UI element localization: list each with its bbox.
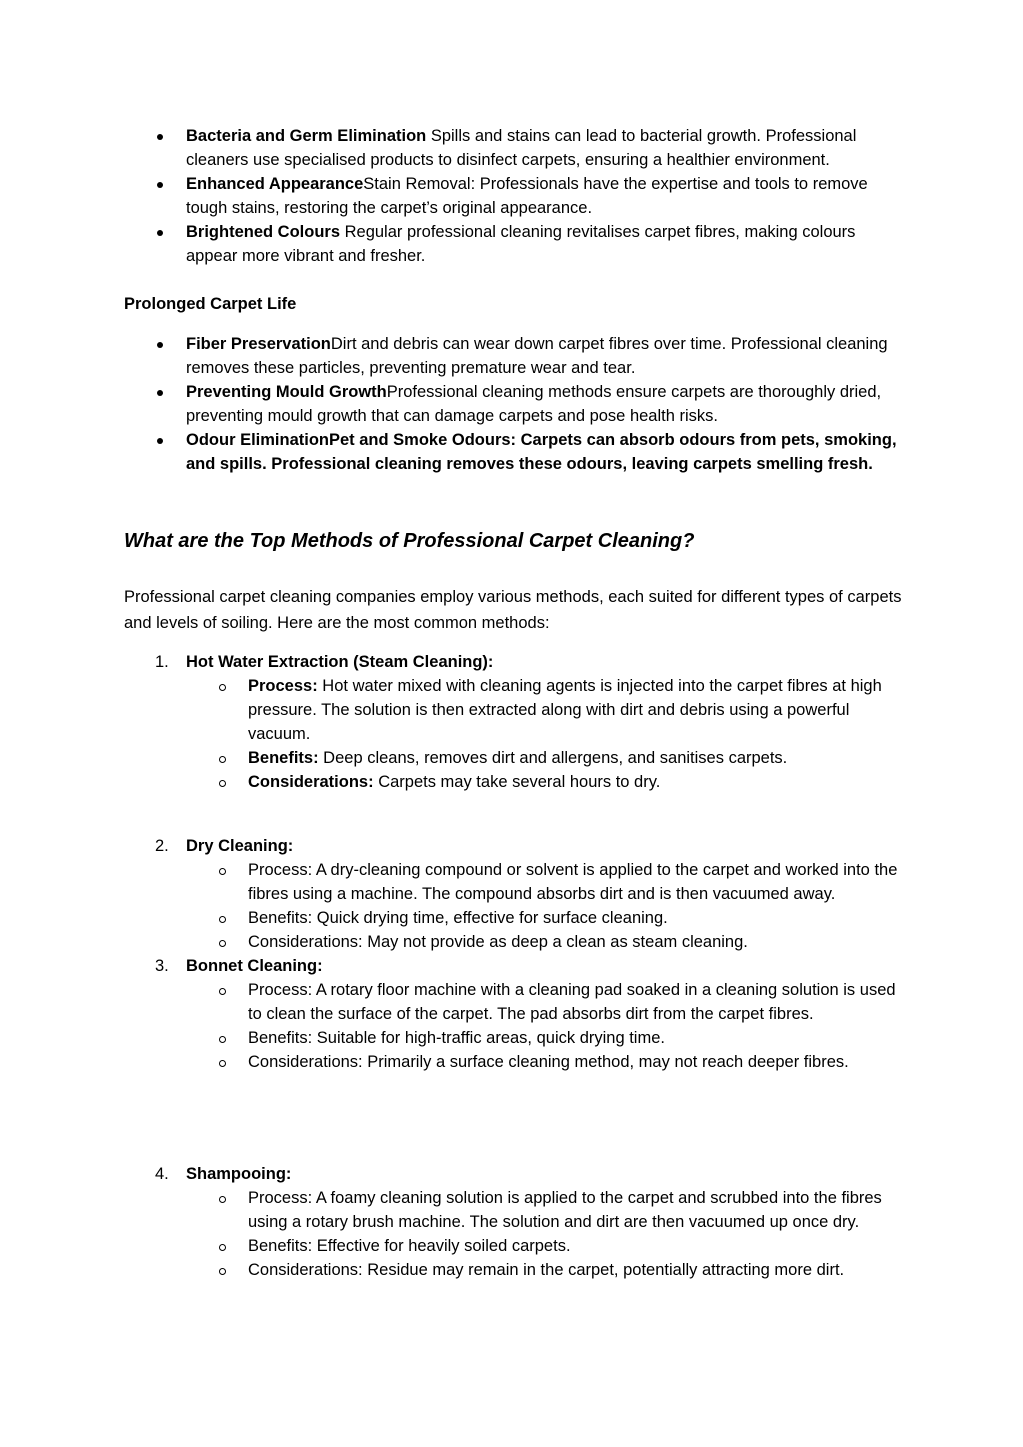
prolonged-list [124,332,904,476]
item-title: Bonnet Cleaning: [186,957,323,975]
detail-item: Benefits: Suitable for high-traffic areas, quick drying time. [186,1026,904,1050]
item-text: Stain Removal: Professionals have the expertise and tools to remove tough stains, restoring the carpet’s original appearance. [186,175,868,217]
item-number: 4. [155,1165,169,1183]
detail-item [186,674,904,746]
item-number: 1. [155,653,169,671]
list-item [124,172,904,220]
benefits-list [124,124,904,268]
detail-item: Considerations: May not provide as deep a clean as steam cleaning. [186,930,904,954]
item-text: Spills and stains can lead to bacterial growth. Professional cleaners use specialised products to disinfect carpets, ensuring a healthier environment. [186,127,857,169]
item-title: Brightened Colours [186,223,341,241]
section-title: Prolonged Carpet Life [124,295,297,313]
item-title: Dry Cleaning: [186,837,294,855]
item-title: Shampooing: [186,1165,292,1183]
item-number: 2. [155,837,169,855]
detail-label: Considerations: [248,773,374,791]
item-text: Professional cleaning methods ensure carpets are thoroughly dried, preventing mould growth that can damage carpets and pose health risks. [186,383,882,425]
item-text: Dirt and debris can wear down carpet fibres over time. Professional cleaning removes these particles, preventing premature wear and tear. [186,335,888,377]
detail-item: Benefits: Effective for heavily soiled carpets. [186,1234,904,1258]
item-text: Regular professional cleaning revitalises carpet fibres, making colours appear more vibrant and fresher. [186,223,856,265]
method-details [186,1186,904,1282]
detail-label: Benefits: [248,749,319,767]
detail-item: Considerations: Primarily a surface cleaning method, may not reach deeper fibres. [186,1050,904,1074]
list-item [124,954,904,1074]
item-title: Odour Elimination [186,431,329,449]
list-item [124,220,904,268]
method-details [186,978,904,1074]
detail-item: Benefits: Quick drying time, effective for surface cleaning. [186,906,904,930]
method-2-3 [124,834,904,1074]
methods-intro: Professional carpet cleaning companies employ various methods, each suited for different types of carpets and levels of soiling. Here are the most common methods: [124,588,902,632]
item-title: Bacteria and Germ Elimination [186,127,427,145]
item-number: 3. [155,957,169,975]
detail-item [186,746,904,770]
list-item [124,380,904,428]
detail-text: Deep cleans, removes dirt and allergens, and sanitises carpets. [318,749,788,767]
detail-item [186,770,904,794]
detail-text: Carpets may take several hours to dry. [373,773,661,791]
item-title: Fiber Preservation [186,335,331,353]
list-item [124,428,904,476]
detail-label: Process: [248,677,318,695]
method-4 [124,1162,904,1282]
detail-item: Process: A dry-cleaning compound or solvent is applied to the carpet and worked into the fibres using a machine. The compound absorbs dirt and is then vacuumed away. [186,858,904,906]
list-item [124,650,904,794]
method-1 [124,650,904,794]
detail-item: Process: A foamy cleaning solution is applied to the carpet and scrubbed into the fibres using a rotary brush machine. The solution and dirt are then vacuumed up once dry. [186,1186,904,1234]
item-text: Pet and Smoke Odours: Carpets can absorb odours from pets, smoking, and spills. Professional cleaning removes these odours, leaving carpets smelling fresh. [186,431,897,473]
list-item [124,124,904,172]
item-title: Hot Water Extraction (Steam Cleaning): [186,653,494,671]
list-item [124,834,904,954]
item-title: Preventing Mould Growth [186,383,387,401]
method-details [186,674,904,794]
method-details [186,858,904,954]
list-item [124,1162,904,1282]
detail-item: Process: A rotary floor machine with a cleaning pad soaked in a cleaning solution is used to clean the surface of the carpet. The pad absorbs dirt from the carpet fibres. [186,978,904,1026]
item-title: Enhanced Appearance [186,175,364,193]
list-item [124,332,904,380]
detail-item: Considerations: Residue may remain in the carpet, potentially attracting more dirt. [186,1258,904,1282]
methods-heading: What are the Top Methods of Professional Carpet Cleaning? [124,530,695,552]
detail-text: Hot water mixed with cleaning agents is injected into the carpet fibres at high pressure. The solution is then extracted along with dirt and debris using a powerful vacuum. [248,677,882,743]
